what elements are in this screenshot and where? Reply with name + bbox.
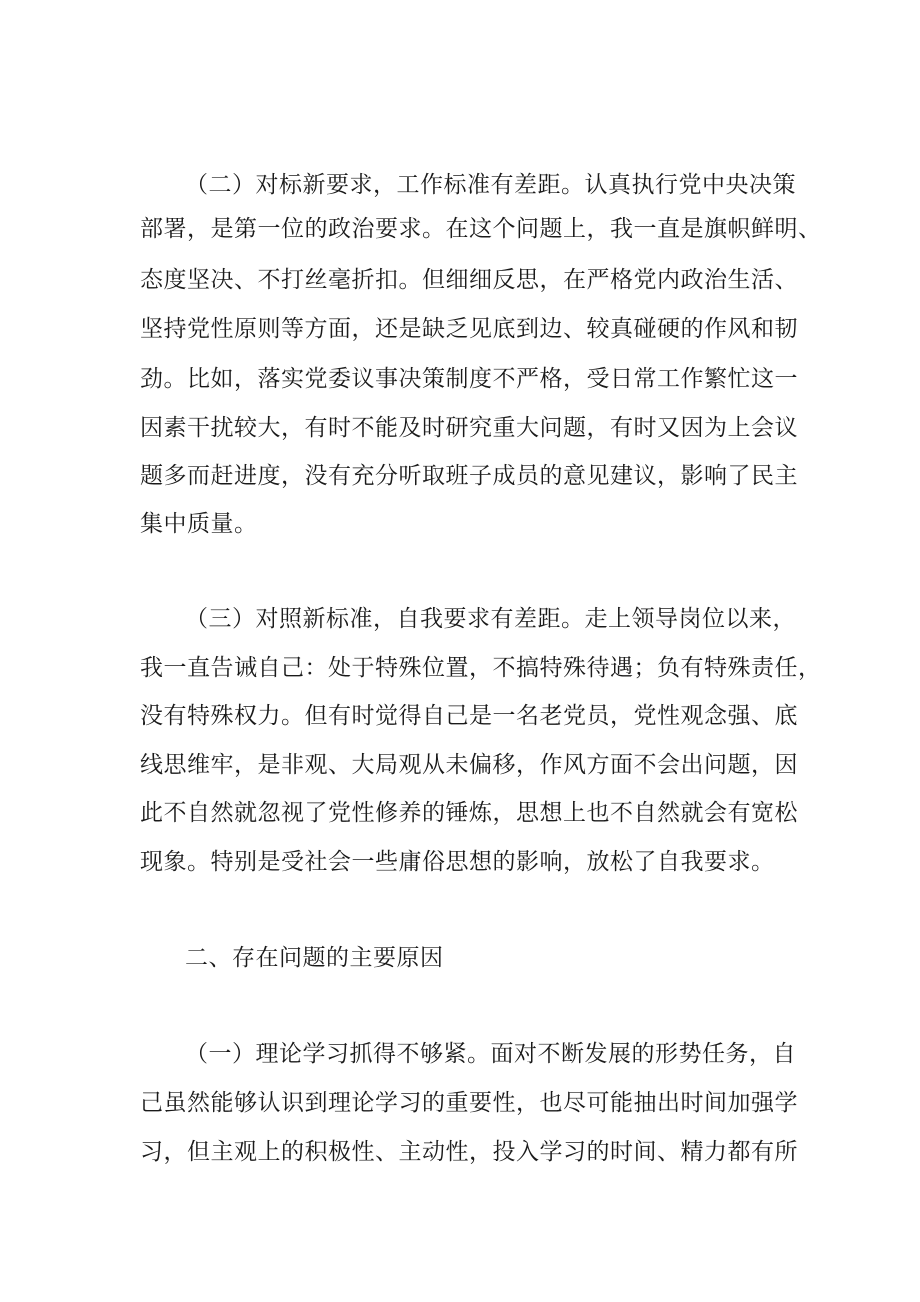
paragraph-line: 部署，是第一位的政治要求。在这个问题上，我一直是旗帜鲜明、: [140, 216, 822, 242]
paragraph-line: 习，但主观上的积极性、主动性，投入学习的时间、精力都有所: [140, 1139, 798, 1165]
paragraph-line: （二）对标新要求，工作标准有差距。认真执行党中央决策: [185, 172, 796, 198]
paragraph-line: 态度坚决、不打丝毫折扣。但细细反思，在严格党内政治生活、: [140, 267, 798, 293]
paragraph-line: （一）理论学习抓得不够紧。面对不断发展的形势任务，自: [185, 1041, 796, 1067]
paragraph-line: 因素干扰较大，有时不能及时研究重大问题，有时又因为上会议: [140, 415, 798, 441]
paragraph-line: 劲。比如，落实党委议事决策制度不严格，受日常工作繁忙这一: [140, 366, 798, 392]
paragraph-line: 坚持党性原则等方面，还是缺乏见底到边、较真碰硬的作风和韧: [140, 316, 798, 342]
paragraph-line: （三）对照新标准，自我要求有差距。走上领导岗位以来，: [185, 606, 796, 632]
section-heading: 二、存在问题的主要原因: [185, 945, 444, 971]
paragraph-line: 线思维牢，是非观、大局观从未偏移，作风方面不会出问题，因: [140, 752, 798, 778]
paragraph-line: 现象。特别是受社会一些庸俗思想的影响，放松了自我要求。: [140, 849, 775, 875]
paragraph-line: 此不自然就忽视了党性修养的锤炼，思想上也不自然就会有宽松: [140, 800, 798, 826]
paragraph-line: 题多而赶进度，没有充分听取班子成员的意见建议，影响了民主: [140, 463, 798, 489]
paragraph-line: 己虽然能够认识到理论学习的重要性，也尽可能抽出时间加强学: [140, 1090, 798, 1116]
paragraph-line: 我一直告诫自己：处于特殊位置，不搞特殊待遇；负有特殊责任，: [140, 655, 822, 681]
paragraph-line: 没有特殊权力。但有时觉得自己是一名老党员，党性观念强、底: [140, 703, 798, 729]
paragraph-line: 集中质量。: [140, 511, 258, 537]
